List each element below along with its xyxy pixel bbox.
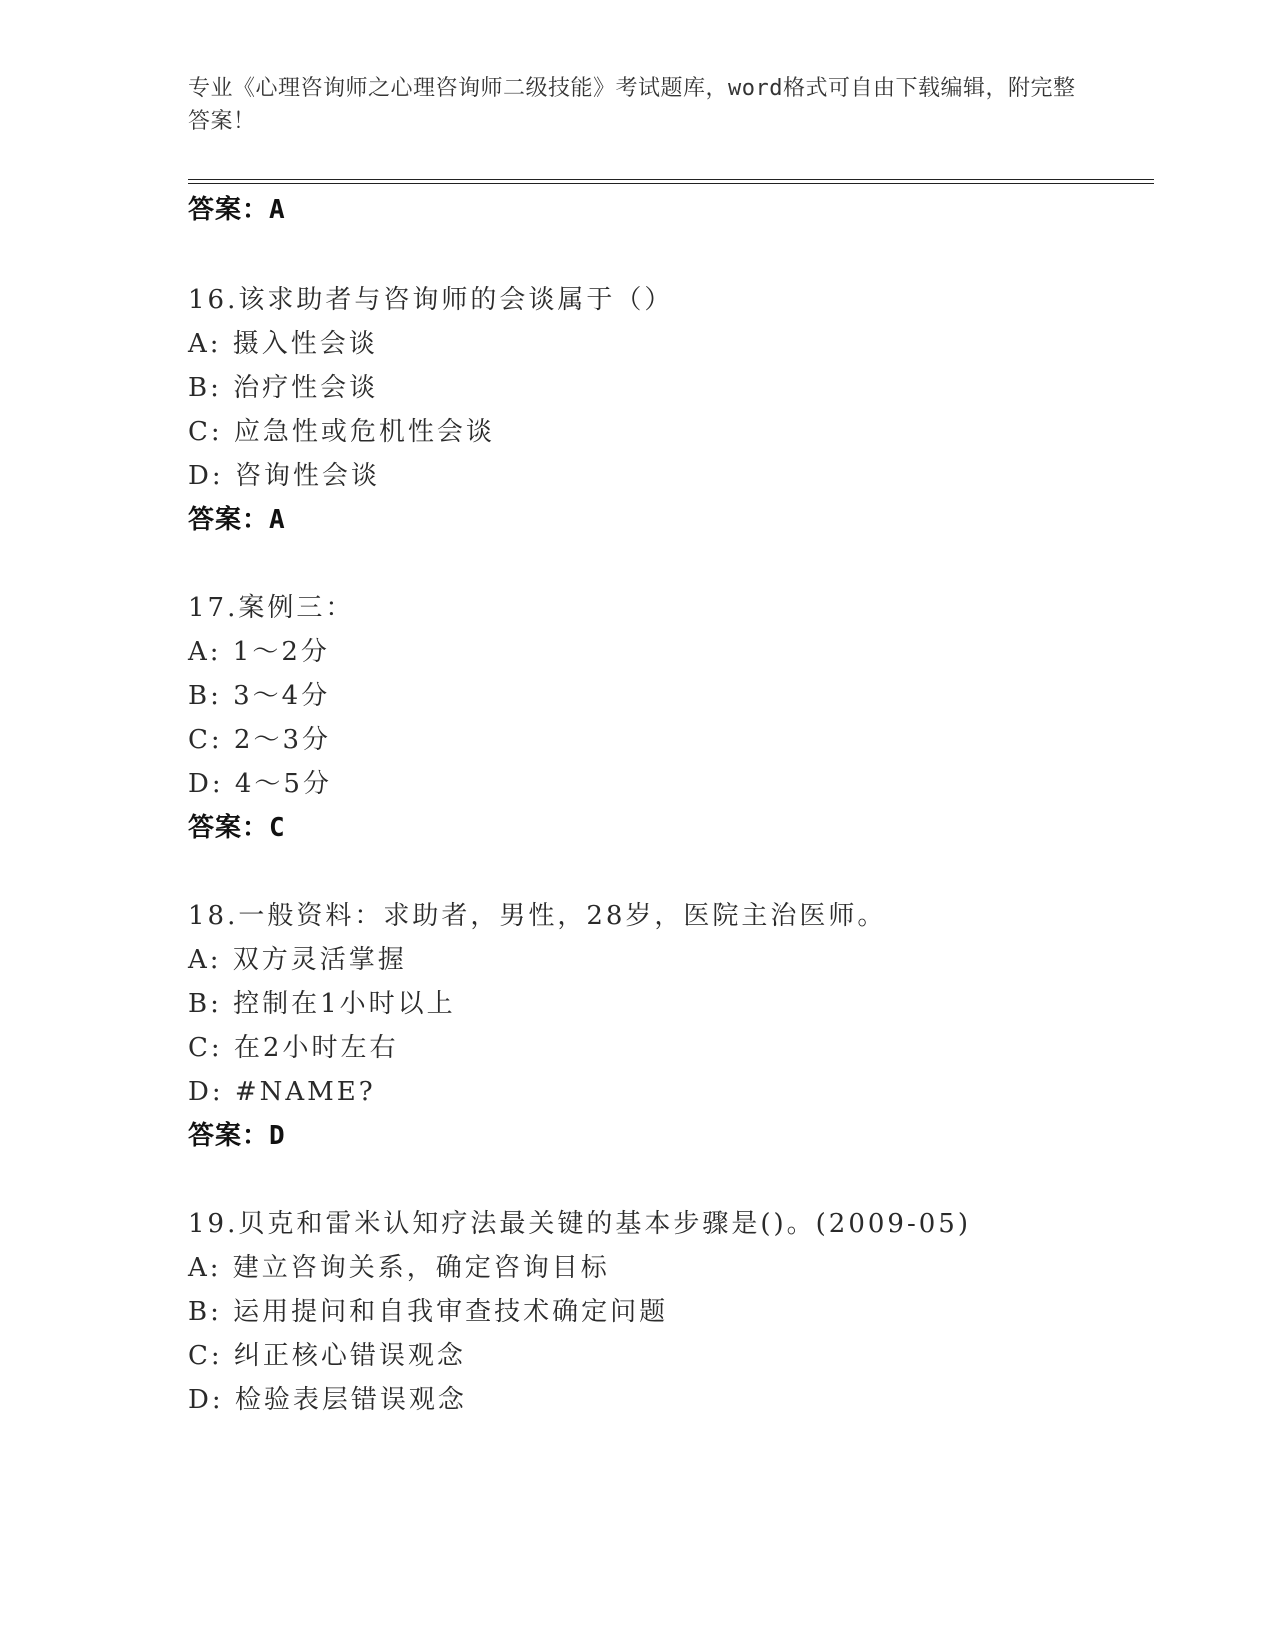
header-divider-bottom [188, 183, 1154, 184]
question-16-answer: 答案：A [188, 505, 286, 535]
question-19-option-c: C: 纠正核心错误观念 [188, 1341, 466, 1371]
question-17-option-d: D: 4～5分 [188, 769, 332, 799]
question-17-answer: 答案：C [188, 813, 286, 843]
question-19-option-b: B: 运用提问和自我审查技术确定问题 [188, 1297, 669, 1327]
question-16-title: 16.该求助者与咨询师的会谈属于（） [188, 285, 674, 315]
question-18-option-a: A: 双方灵活掌握 [188, 945, 407, 975]
previous-answer: 答案：A [188, 195, 286, 225]
question-16-option-a: A: 摄入性会谈 [188, 329, 378, 359]
document-header: 专业《心理咨询师之心理咨询师二级技能》考试题库，word格式可自由下载编辑，附完整答案！ [188, 76, 1076, 134]
question-16-option-c: C: 应急性或危机性会谈 [188, 417, 495, 447]
question-17-option-b: B: 3～4分 [188, 681, 331, 711]
question-18-option-d: D: #NAME? [188, 1077, 376, 1107]
header-divider-top [188, 179, 1154, 180]
question-18-option-c: C: 在2小时左右 [188, 1033, 399, 1063]
question-18-answer: 答案：D [188, 1121, 286, 1151]
question-18-option-b: B: 控制在1小时以上 [188, 989, 456, 1019]
question-19-option-d: D: 检验表层错误观念 [188, 1385, 467, 1415]
question-17-option-c: C: 2～3分 [188, 725, 332, 755]
question-19-option-a: A: 建立咨询关系，确定咨询目标 [188, 1253, 610, 1283]
question-16-option-d: D: 咨询性会谈 [188, 461, 380, 491]
question-16-option-b: B: 治疗性会谈 [188, 373, 379, 403]
question-19-title: 19.贝克和雷米认知疗法最关键的基本步骤是()。(2009-05) [188, 1209, 971, 1239]
question-17-title: 17.案例三： [188, 593, 355, 623]
question-17-option-a: A: 1～2分 [188, 637, 330, 667]
question-18-title: 18.一般资料：求助者，男性，28岁，医院主治医师。 [188, 901, 887, 931]
